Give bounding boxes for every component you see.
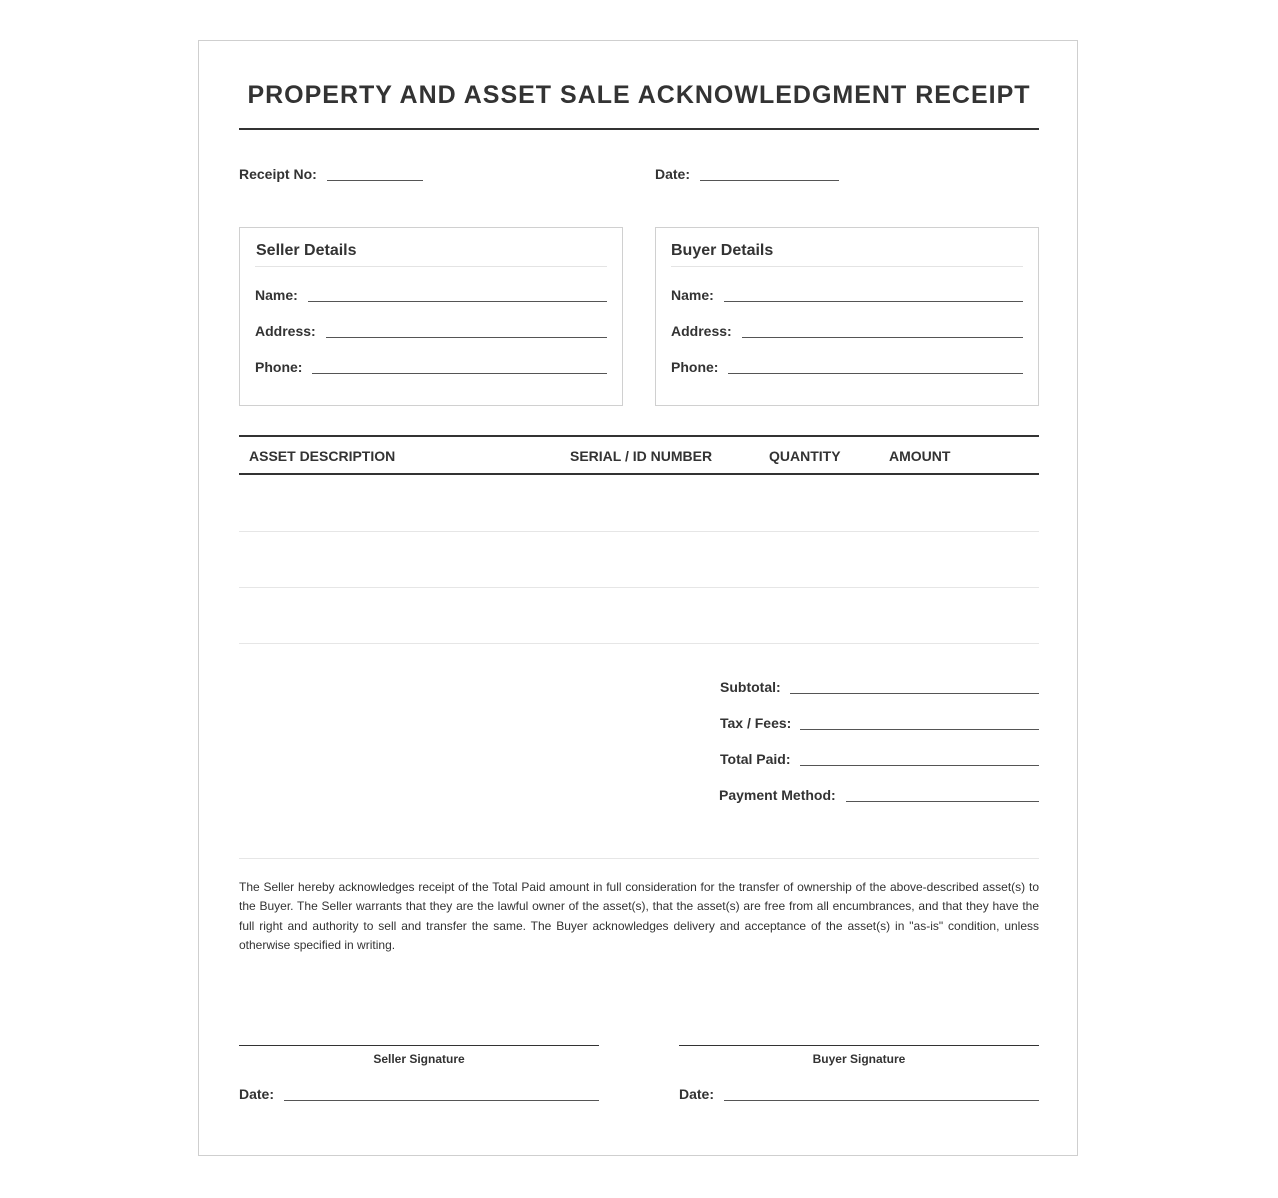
seller-signature-line[interactable] — [239, 1045, 599, 1046]
seller-phone-field[interactable] — [312, 373, 607, 374]
seller-name-label: Name: — [255, 287, 298, 303]
col-header-asset-description: ASSET DESCRIPTION — [249, 448, 396, 464]
title-divider — [239, 128, 1039, 130]
buyer-date-label: Date: — [679, 1086, 715, 1102]
col-header-quantity: QUANTITY — [769, 448, 841, 464]
table-row[interactable] — [239, 475, 1039, 531]
subtotal-field[interactable] — [790, 693, 1039, 694]
table-top-rule — [239, 435, 1039, 437]
acknowledgment-text: The Seller hereby acknowledges receipt of the Total Paid amount in full consideration for the transfer of ownership of the above-described asset(s) to the Buyer. The Seller warrants that they are the lawful owner of the asset(s), that the asset(s) are free from all encumbrances, and that they have the full right and authority to sell and transfer the same. The Buyer acknowledges delivery and acceptance of the asset(s) in "as-is" condition, unless otherwise specified in writing. — [239, 880, 1039, 952]
seller-date-field[interactable] — [284, 1100, 599, 1101]
buyer-phone-label: Phone: — [671, 359, 719, 375]
seller-phone-label: Phone: — [255, 359, 303, 375]
acknowledgment-divider — [239, 858, 1039, 859]
subtotal-label: Subtotal: — [720, 679, 781, 695]
tax-fees-field[interactable] — [800, 729, 1039, 730]
seller-date-label: Date: — [239, 1086, 275, 1102]
document-title: PROPERTY AND ASSET SALE ACKNOWLEDGMENT RECEIPT — [247, 81, 1031, 109]
seller-signature-caption: Seller Signature — [373, 1052, 465, 1066]
table-row[interactable] — [239, 588, 1039, 643]
buyer-date-field[interactable] — [724, 1100, 1039, 1101]
tax-fees-label: Tax / Fees: — [720, 715, 792, 731]
table-row-divider — [239, 643, 1039, 644]
total-paid-field[interactable] — [800, 765, 1039, 766]
buyer-heading-divider — [671, 266, 1023, 267]
payment-method-label: Payment Method: — [719, 787, 836, 803]
col-header-serial-id: SERIAL / ID NUMBER — [570, 448, 713, 464]
seller-address-label: Address: — [255, 323, 316, 339]
receipt-no-label: Receipt No: — [239, 166, 317, 182]
buyer-address-label: Address: — [671, 323, 732, 339]
receipt-no-field[interactable] — [327, 180, 423, 181]
date-field[interactable] — [700, 180, 839, 181]
col-header-amount: AMOUNT — [889, 448, 951, 464]
seller-address-field[interactable] — [326, 337, 607, 338]
seller-name-field[interactable] — [308, 301, 607, 302]
date-label: Date: — [655, 166, 691, 182]
buyer-phone-field[interactable] — [728, 373, 1023, 374]
buyer-details-heading: Buyer Details — [671, 242, 774, 259]
table-row[interactable] — [239, 532, 1039, 587]
seller-heading-divider — [255, 266, 607, 267]
buyer-signature-line[interactable] — [679, 1045, 1039, 1046]
buyer-name-label: Name: — [671, 287, 714, 303]
seller-details-heading: Seller Details — [256, 242, 357, 259]
buyer-address-field[interactable] — [742, 337, 1023, 338]
buyer-name-field[interactable] — [724, 301, 1023, 302]
payment-method-field[interactable] — [846, 801, 1039, 802]
total-paid-label: Total Paid: — [720, 751, 791, 767]
buyer-signature-caption: Buyer Signature — [812, 1052, 906, 1066]
